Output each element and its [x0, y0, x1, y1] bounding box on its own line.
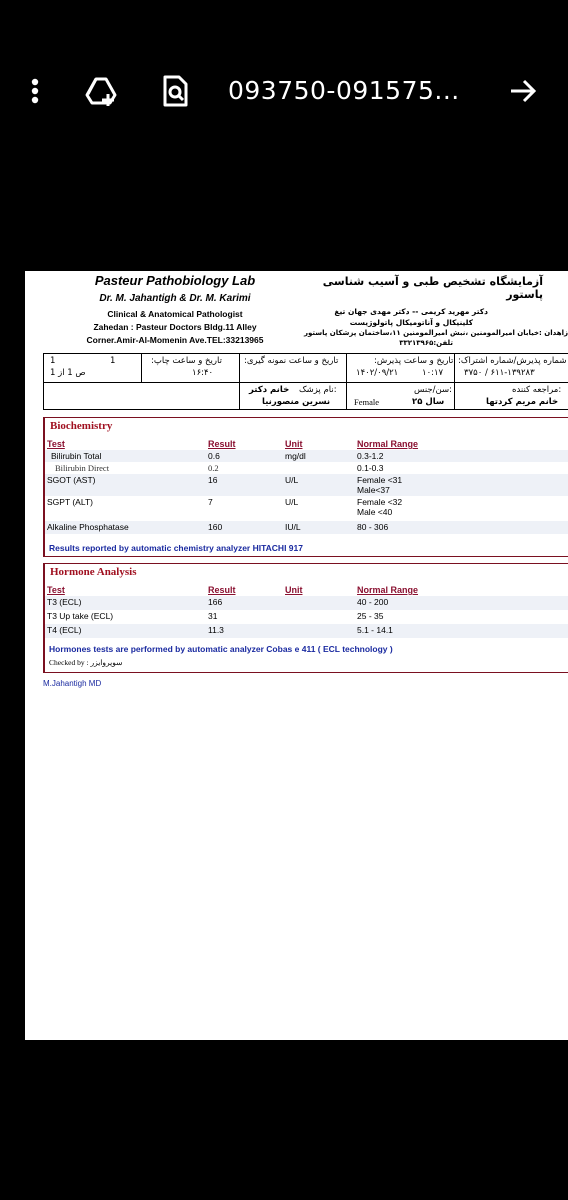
divider — [141, 354, 142, 382]
table-row — [45, 624, 568, 638]
lab-header-english — [25, 273, 325, 345]
lab-name-fa: آزمایشگاه تشخیص طبی و آسیب شناسی پاستور — [322, 275, 543, 301]
document-title: 093750-091575... — [228, 76, 460, 105]
lab-address-2: Corner.Amir-Al-Momenin Ave.TEL:33213965 — [86, 335, 264, 345]
lab-specialty: Clinical & Anatomical Pathologist — [107, 309, 243, 319]
document-page — [25, 271, 568, 1040]
table-row — [45, 596, 568, 610]
patient-info-box — [43, 353, 568, 410]
admit-time-label: تاریخ و ساعت پذیرش: — [374, 356, 454, 366]
header-result: Result — [208, 585, 236, 595]
biochemistry-table — [45, 438, 568, 534]
lab-header-persian — [288, 275, 568, 347]
cell-range: Female <32 — [357, 497, 403, 507]
cell-range: 5.1 - 14.1 — [357, 625, 393, 635]
sex-value: Female — [354, 397, 380, 407]
lab-tel-fa: تلفن:۳۳۲۱۳۹۶۵ — [399, 339, 453, 347]
cell-result: 160 — [208, 522, 223, 532]
table-row — [45, 462, 568, 474]
doctor-name: نسرین منصورنیا — [262, 397, 331, 407]
page-number-2: 1 — [110, 356, 116, 366]
cell-result: 166 — [208, 597, 223, 607]
header-range: Normal Range — [357, 585, 419, 595]
print-time-label: تاریخ و ساعت چاپ: — [151, 356, 222, 366]
table-row — [45, 450, 568, 462]
analyzer-note: Results reported by automatic chemistry analyzer HITACHI 917 — [49, 543, 303, 553]
hormone-table — [45, 584, 568, 638]
add-to-drive-icon[interactable] — [84, 74, 118, 108]
cell-unit: mg/dl — [285, 451, 306, 461]
signature: M.Jahantigh MD — [43, 679, 102, 688]
header-test: Test — [47, 439, 65, 449]
age-sex-label: سن/جنس: — [414, 385, 452, 395]
cell-result: 31 — [208, 611, 218, 621]
header-test: Test — [47, 585, 65, 595]
cell-test: SGOT (AST) — [47, 475, 96, 485]
lab-specialty-fa: کلینیکال و آناتومیکال پاتولوژیست — [349, 318, 473, 327]
table-row — [45, 521, 568, 534]
cell-range: 80 - 306 — [357, 522, 389, 532]
page-number-1: 1 — [50, 356, 56, 366]
header-unit: Unit — [285, 585, 303, 595]
arrow-right-icon[interactable] — [506, 74, 540, 108]
admit-time-value: ۱۰:۱۷ — [422, 368, 444, 378]
hormone-section — [43, 563, 568, 673]
reception-label: شماره پذیرش/شماره اشتراک: — [458, 356, 567, 366]
cell-range: 40 - 200 — [357, 597, 389, 607]
cell-range: Female <31 — [357, 475, 403, 485]
table-row — [45, 474, 568, 496]
more-vert-icon[interactable] — [18, 74, 52, 108]
cell-unit: IU/L — [285, 522, 301, 532]
cell-test: T3 Up take (ECL) — [47, 611, 114, 621]
cell-test: T3 (ECL) — [47, 597, 82, 607]
cell-range-2: Male <40 — [357, 507, 393, 517]
cell-result: 7 — [208, 497, 213, 507]
cell-result: 0.6 — [208, 451, 220, 461]
cell-test: Bilirubin Direct — [55, 463, 110, 473]
section-title: Biochemistry — [50, 420, 113, 432]
cell-test: SGPT (ALT) — [47, 497, 93, 507]
cell-test: Bilirubin Total — [51, 451, 102, 461]
biochemistry-section — [43, 417, 568, 557]
doctor-label: نام پزشک: — [299, 385, 337, 395]
lab-doctors-fa: دکتر مهرید کریمی -- دکتر مهدی جهان تیغ — [334, 307, 488, 316]
cell-range: 25 - 35 — [357, 611, 384, 621]
cell-unit: U/L — [285, 475, 299, 485]
cell-range: 0.1-0.3 — [357, 463, 384, 473]
find-in-page-icon[interactable] — [158, 74, 192, 108]
section-title: Hormone Analysis — [50, 566, 137, 578]
cell-range-2: Male<37 — [357, 485, 390, 495]
doctor-title: خانم دکتر — [249, 385, 290, 395]
divider — [346, 354, 347, 410]
admit-date-value: ۱۴۰۲/۰۹/۲۱ — [356, 368, 399, 378]
cell-test: T4 (ECL) — [47, 625, 82, 635]
divider — [44, 382, 568, 383]
lab-address-fa: زاهدان :خیابان امیرالمومنین ،نبش امیرالمومنین ۱۱،ساختمان پزشکان پاستور — [303, 329, 568, 337]
table-header — [45, 438, 568, 450]
cell-result: 16 — [208, 475, 218, 485]
age-value: ۲۵ سال — [412, 397, 445, 407]
table-row — [45, 610, 568, 624]
analyzer-note: Hormones tests are performed by automatic analyzer Cobas e 411 ( ECL technology ) — [49, 644, 393, 654]
header-range: Normal Range — [357, 439, 419, 449]
lab-name: Pasteur Pathobiology Lab — [94, 273, 256, 288]
table-header — [45, 584, 568, 596]
patient-name: خانم مریم کردتها — [486, 397, 559, 407]
top-app-bar — [0, 0, 568, 180]
cell-result: 0.2 — [208, 463, 219, 473]
cell-result: 11.3 — [208, 625, 224, 635]
checked-by: Checked by : سوپروایزر — [49, 658, 123, 667]
header-unit: Unit — [285, 439, 303, 449]
lab-doctors: Dr. M. Jahantigh & Dr. M. Karimi — [99, 293, 251, 304]
print-time-value: ۱۶:۴۰ — [192, 368, 214, 378]
header-result: Result — [208, 439, 236, 449]
divider — [239, 354, 240, 410]
lab-address-1: Zahedan : Pasteur Doctors Bldg.11 Alley — [93, 322, 257, 332]
table-row — [45, 496, 568, 519]
divider — [454, 354, 455, 410]
reception-value: ۳۷۵۰ / ۶۱۱-۱۳۹۲۸۳ — [464, 368, 535, 378]
sample-time-label: تاریخ و ساعت نمونه گیری: — [244, 356, 339, 366]
cell-unit: U/L — [285, 497, 299, 507]
cell-range: 0.3-1.2 — [357, 451, 384, 461]
patient-label: مراجعه کننده: — [512, 385, 562, 395]
page-label: ص 1 از 1 — [50, 368, 86, 378]
cell-test: Alkaline Phosphatase — [47, 522, 129, 532]
